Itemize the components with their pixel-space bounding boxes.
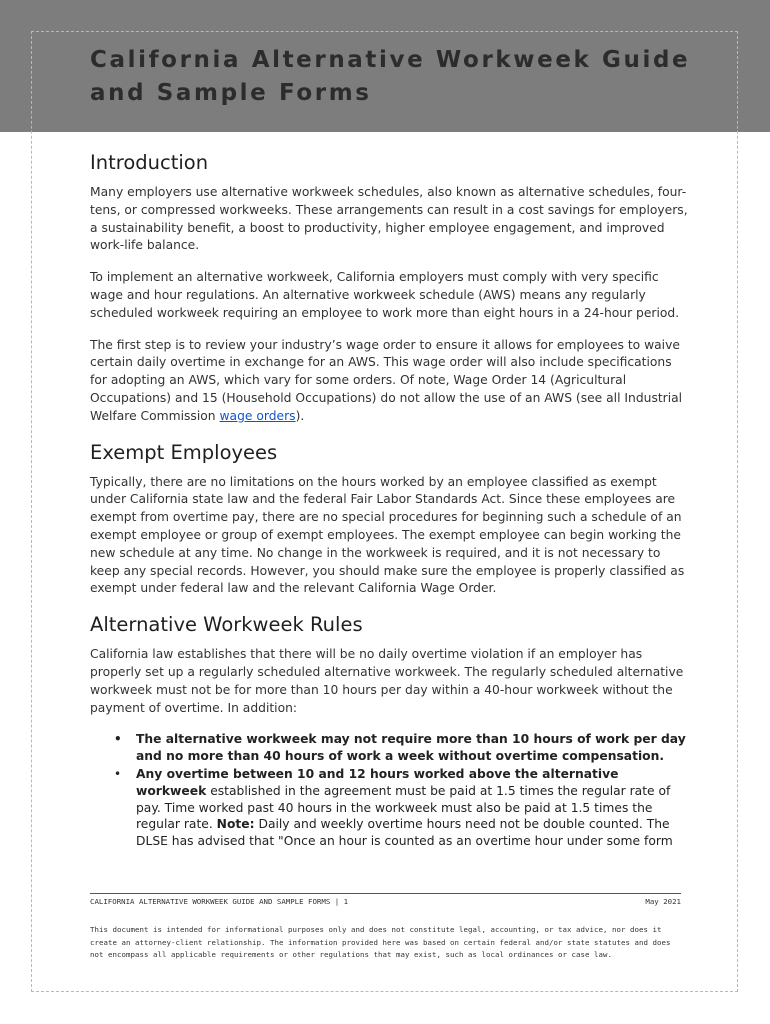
bullet-body: established in the agreement must be paid at 1.5 times the regular rate of pay. Time worked past 40 hours in the workweek must also be paid at 1.5 times the regular rate.: [136, 783, 671, 832]
footer-row: [90, 897, 681, 907]
note-text: Daily and weekly overtime hours need not be double counted. The DLSE has advised that "Once an hour is counted as an overtime hour under some form: [136, 817, 673, 849]
exempt-paragraph: Typically, there are no limitations on the hours worked by an employee classified as exempt under California state law and the federal Fair Labor Standards Act. Since these employees are exempt from overtime pay, there are no special procedures for beginning such a schedule of an exempt employee or group of exempt employees. The exempt employee can begin working the new schedule at any time. No change in the workweek is required, and it is not necessary to keep any special records. However, you should make sure the employee is properly classified as exempt under federal law and the relevant California Wage Order.: [90, 474, 685, 596]
bullet-bold-lead: Any overtime between 10 and 12 hours worked above the alternative workweek: [136, 766, 619, 798]
rules-heading: Alternative Workweek Rules: [90, 613, 363, 637]
exempt-employees-section: [90, 440, 690, 599]
intro-paragraph-2: To implement an alternative workweek, California employers must comply with very specific wage and hour regulations. An alternative workweek schedule (AWS) means any regularly scheduled workweek requiring an employee to work more than eight hours in a 24-hour period.: [90, 270, 680, 320]
introduction-section: [90, 150, 690, 426]
list-item: • The alternative workweek may not require more than 10 hours of work per day and no more than 40 hours of work a week without overtime compensation.: [136, 731, 690, 765]
intro-paragraph-3: [90, 337, 690, 426]
wage-orders-link[interactable]: wage orders: [219, 408, 296, 423]
exempt-employees-heading: Exempt Employees: [90, 440, 278, 464]
document-body: [90, 150, 690, 851]
alternative-workweek-rules-section: [90, 612, 690, 850]
footer-date: May 2021: [645, 897, 681, 906]
footer-title: CALIFORNIA ALTERNATIVE WORKWEEK GUIDE AND SAMPLE FORMS | 1: [90, 897, 349, 906]
rules-list: [90, 731, 690, 850]
document-title: California Alternative Workweek Guide and Sample Forms: [90, 47, 691, 106]
title-banner: [0, 0, 770, 132]
disclaimer-text: This document is intended for informational purposes only and does not constitute legal, accounting, or tax advice, nor does it create an attorney-client relationship. The information provided here was based on certain federal and/or state statutes and does not encompass all applicable requirements or other regulations that may exist, such as local ordinances or case law.: [90, 925, 671, 960]
intro-paragraph-3-end: ).: [295, 408, 305, 423]
intro-paragraph-1: Many employers use alternative workweek schedules, also known as alternative schedules, four-tens, or compressed workweeks. These arrangements can result in a cost savings for employers, a sustainability benefit, a boost to productivity, higher employee engagement, and improved work-life balance.: [90, 185, 688, 253]
note-label: Note:: [216, 817, 255, 832]
rules-paragraph: California law establishes that there will be no daily overtime violation if an employer has properly set up a regularly scheduled alternative workweek. The regularly scheduled alternative workweek must not be for more than 10 hours per day within a 40-hour workweek without the payment of overtime. In addition:: [90, 647, 684, 715]
page-footer: [90, 893, 681, 962]
intro-paragraph-3-text: The first step is to review your industry’s wage order to ensure it allows for employees to waive certain daily overtime in exchange for an AWS. This wage order will also include specifications for adopting an AWS, which vary for some orders. Of note, Wage Order 14 (Agricultural Occupations) and 15 (Household Occupations) do not allow the use of an AWS (see all Industrial Welfare Commission: [90, 337, 683, 423]
list-item: [136, 766, 690, 850]
introduction-heading: Introduction: [90, 151, 209, 174]
